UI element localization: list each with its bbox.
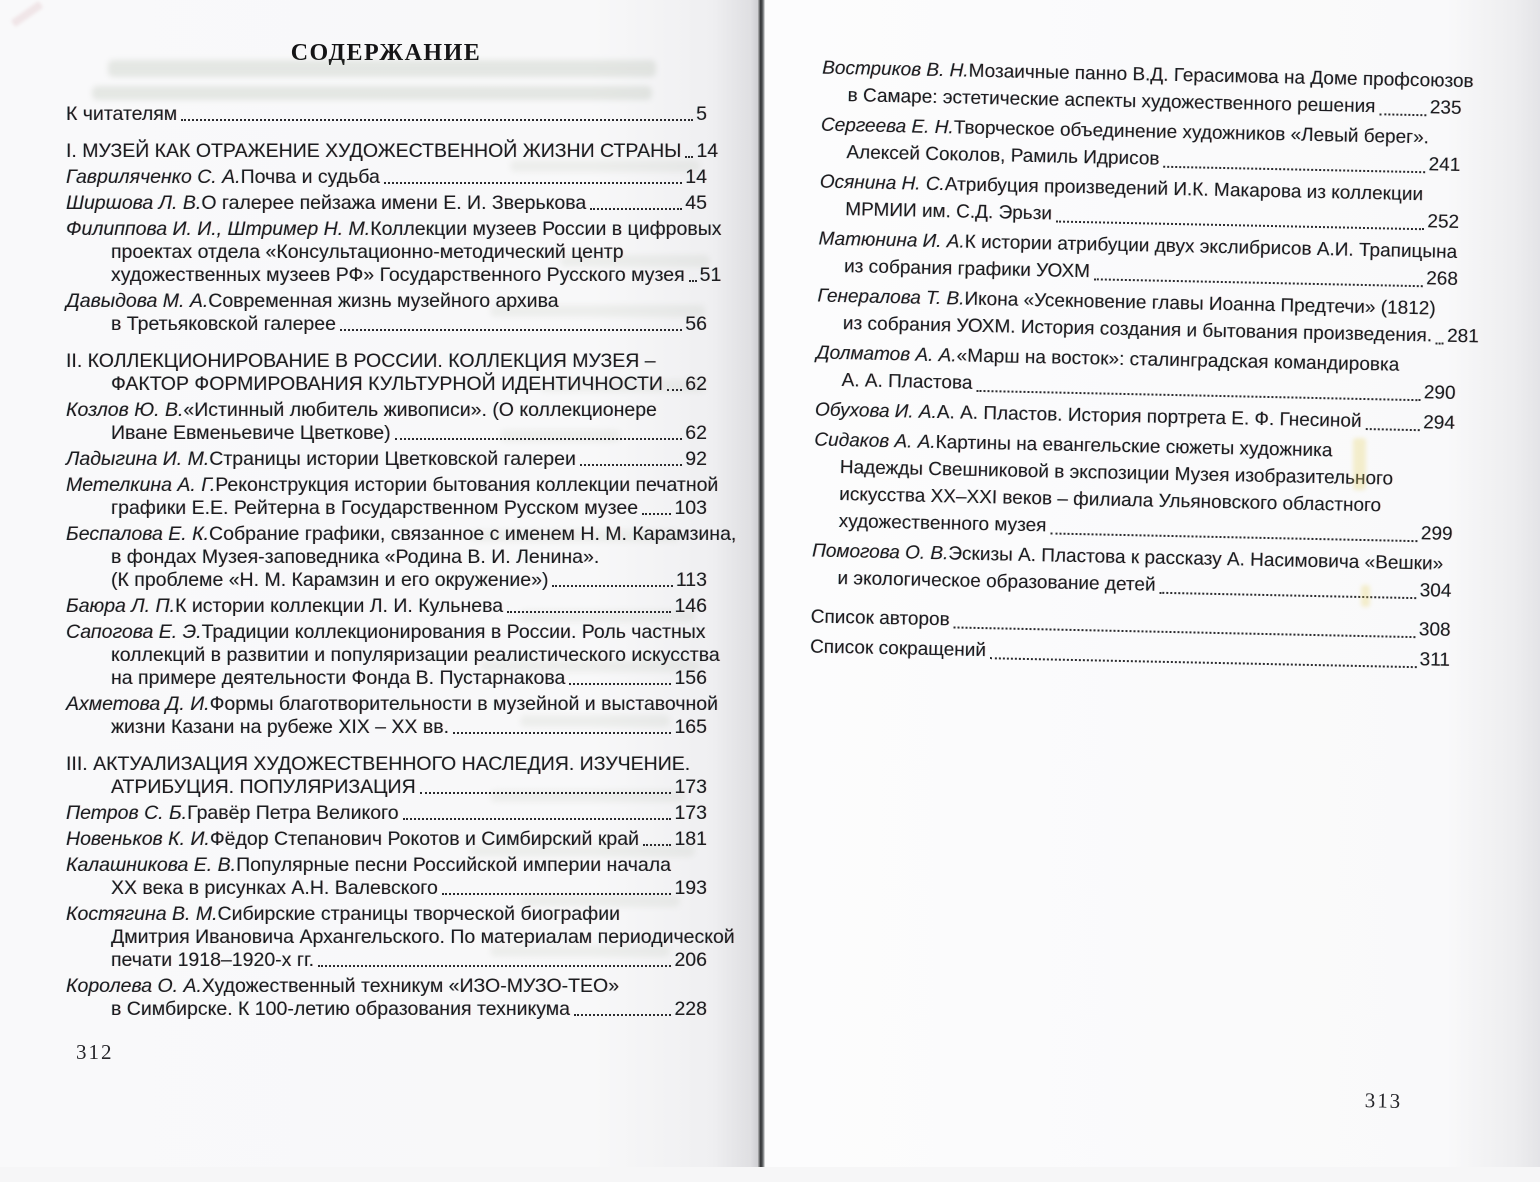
toc-entry-page-number: 281 — [1446, 325, 1480, 348]
toc-line — [66, 497, 707, 520]
toc-entry-page-number: 299 — [1420, 523, 1453, 545]
toc-text: Икона «Усекновение главы Иоанна Предтечи» (1812) — [964, 288, 1436, 320]
toc-text: Сибирские страницы творческой биографии — [217, 903, 620, 925]
toc-text: Фёдор Степанович Рокотов и Симбирский край — [209, 828, 639, 850]
toc-section-heading — [66, 140, 719, 163]
toc-entry-page-number: 173 — [674, 802, 707, 824]
toc-entry-page-number: 156 — [674, 667, 707, 689]
toc-line — [66, 802, 707, 825]
toc-author: Ахметова Д. И. — [66, 693, 210, 715]
dot-leader — [1365, 428, 1420, 431]
dot-leader — [1379, 113, 1426, 116]
dot-leader — [689, 280, 697, 282]
toc-text: Гравёр Петра Великого — [187, 802, 399, 824]
toc-author: Помогова О. В. — [811, 540, 949, 565]
toc-author: Метелкина А. Г. — [66, 474, 216, 496]
toc-text: ФАКТОР ФОРМИРОВАНИЯ КУЛЬТУРНОЙ ИДЕНТИЧНОСТИ — [111, 373, 663, 395]
toc-text: О галерее пейзажа имени Е. И. Зверькова — [201, 192, 587, 214]
toc-line — [66, 218, 722, 241]
toc-text: Собрание графики, связанное с именем Н. М. Карамзина, — [209, 523, 737, 545]
toc-line — [66, 166, 707, 189]
toc-text: «Истинный любитель живописи». (О коллекционере — [183, 399, 657, 421]
toc-line — [66, 716, 707, 739]
toc-line — [66, 903, 707, 926]
left-page-number: 312 — [76, 1040, 114, 1064]
toc-entry — [66, 523, 737, 592]
toc-text: печати 1918–1920-х гг. — [111, 949, 315, 971]
toc-entry — [66, 218, 722, 287]
toc-entry — [66, 621, 720, 690]
toc-author: Гавриляченко С. А. — [66, 166, 241, 188]
dot-leader — [574, 1014, 671, 1016]
toc-text: МРМИИ им. С.Д. Эрьзи — [845, 199, 1053, 225]
toc-text: Дмитрия Ивановича Архангельского. По материалам периодической — [111, 926, 735, 948]
toc-line — [66, 290, 707, 313]
toc-text: Почва и судьба — [240, 166, 380, 188]
toc-author: Беспалова Е. К. — [66, 523, 210, 545]
toc-entry — [66, 192, 707, 215]
toc-line — [66, 693, 719, 716]
toc-entry-page-number: 62 — [685, 422, 707, 444]
toc-entry — [815, 340, 1456, 407]
toc-line — [66, 828, 707, 851]
toc-entry — [66, 693, 719, 739]
dot-leader — [420, 792, 672, 794]
pencil-mark-artifact — [11, 1, 43, 27]
toc-text: коллекций в развитии и популяризации реалистического искусства — [111, 644, 720, 666]
left-page — [0, 0, 758, 1167]
dot-leader — [590, 208, 682, 210]
toc-line — [66, 621, 707, 644]
toc-entry — [66, 595, 707, 618]
toc-author: Сергеева Е. Н. — [820, 114, 954, 139]
toc-entry — [818, 226, 1459, 293]
toc-entry-page-number: 304 — [1419, 580, 1452, 602]
toc-line — [66, 103, 707, 126]
toc-text: на примере деятельности Фонда В. Пустарнакова — [111, 667, 566, 689]
toc-text: Творческое объединение художников «Левый берег». — [953, 117, 1430, 149]
toc-line — [66, 546, 707, 569]
toc-line — [66, 667, 707, 690]
dot-leader — [1094, 278, 1423, 287]
toc-entry — [66, 399, 707, 445]
toc-entry — [812, 426, 1454, 547]
toc-text: Коллекции музеев России в цифровых — [370, 218, 722, 240]
toc-entry-page-number: 113 — [675, 569, 707, 591]
toc-entry-page-number: 206 — [674, 949, 707, 971]
toc-entry — [66, 166, 707, 189]
toc-text: «Марш на восток»: сталинградская командировка — [956, 345, 1400, 376]
dot-leader — [318, 965, 671, 967]
toc-text: АТРИБУЦИЯ. ПОПУЛЯРИЗАЦИЯ — [111, 776, 416, 798]
dot-leader — [642, 513, 671, 515]
toc-author: Баюра Л. П. — [66, 595, 176, 617]
toc-section-line — [66, 140, 719, 163]
toc-entry — [817, 283, 1480, 350]
toc-text: художественного музея — [838, 511, 1047, 537]
dot-leader — [442, 893, 672, 895]
toc-text: Атрибуция произведений И.К. Макарова из коллекции — [944, 174, 1424, 206]
toc-text: Художественный техникум «ИЗО-МУЗО-ТЕО» — [201, 975, 620, 997]
toc-entry-page-number: 235 — [1429, 97, 1462, 119]
toc-text: графики Е.Е. Рейтерна в Государственном Русском музее — [111, 497, 639, 519]
toc-text: А. А. Пластов. История портрета Е. Ф. Гнесиной — [936, 402, 1362, 432]
toc-text: II. КОЛЛЕКЦИОНИРОВАНИЕ В РОССИИ. КОЛЛЕКЦИЯ МУЗЕЯ – — [66, 350, 656, 372]
toc-line — [66, 523, 737, 546]
toc-author: Сидаков А. А. — [814, 429, 936, 454]
toc-section-heading — [66, 350, 707, 396]
toc-entry-page-number: 146 — [674, 595, 707, 617]
toc-text: Формы благотворительности в музейной и выставочной — [209, 693, 719, 715]
toc-text: Картины на евангельские сюжеты художника — [935, 432, 1333, 462]
toc-entry — [66, 474, 719, 520]
toc-entry-page-number: 45 — [685, 192, 707, 214]
toc-text: Список авторов — [810, 606, 950, 631]
toc-entry-page-number: 311 — [1419, 649, 1451, 671]
toc-text: I. МУЗЕЙ КАК ОТРАЖЕНИЕ ХУДОЖЕСТВЕННОЙ ЖИЗНИ СТРАНЫ — [66, 140, 682, 162]
toc-text: Популярные песни Российской империи начала — [236, 854, 671, 876]
toc-entry-page-number: 241 — [1428, 154, 1461, 176]
toc-section-heading — [66, 753, 707, 799]
toc-text: Список сокращений — [809, 636, 987, 662]
toc-text: Мозаичные панно В.Д. Герасимова на Доме профсоюзов — [968, 60, 1474, 93]
toc-entry-page-number: 252 — [1427, 211, 1460, 233]
dot-leader — [643, 844, 671, 846]
toc-text: в Третьяковской галерее — [111, 313, 336, 335]
toc-line — [66, 877, 707, 900]
toc-author: Козлов Ю. В. — [66, 399, 184, 421]
dot-leader — [384, 182, 682, 184]
toc-author: Ладыгина И. М. — [66, 448, 210, 470]
dot-leader — [403, 818, 672, 820]
toc-text: Реконструкция истории бытования коллекции печатной — [215, 474, 719, 496]
toc-author: Филиппова И. И., Штример Н. М. — [66, 218, 371, 240]
dot-leader — [990, 657, 1417, 668]
toc-entry-page-number: 14 — [696, 140, 719, 162]
toc-entry-page-number: 181 — [674, 828, 707, 850]
toc-entry-page-number: 290 — [1423, 382, 1456, 404]
toc-text: художественных музеев РФ» Государственного Русского музея — [111, 264, 685, 286]
toc-entry-page-number: 5 — [696, 103, 707, 125]
dot-leader — [181, 119, 693, 121]
toc-author: Королева О. А. — [66, 975, 202, 997]
toc-entry — [66, 975, 707, 1021]
toc-line — [66, 595, 707, 618]
toc-entry — [819, 169, 1460, 236]
toc-section-line — [66, 753, 707, 776]
dot-leader — [340, 329, 682, 331]
toc-author: Долматов А. А. — [816, 342, 957, 367]
toc-text: (К проблеме «Н. М. Карамзин и его окружение») — [111, 569, 549, 591]
page-title: СОДЕРЖАНИЕ — [290, 40, 482, 66]
dot-leader — [569, 683, 671, 685]
toc-author: Матюнина И. А. — [818, 228, 965, 253]
toc-text: К истории коллекции Л. И. Кульнева — [175, 595, 504, 617]
toc-line — [66, 949, 707, 972]
toc-entry-page-number: 173 — [674, 776, 707, 798]
toc-line — [66, 854, 707, 877]
toc-section-line — [66, 776, 707, 799]
toc-author: Давыдова М. А. — [66, 290, 209, 312]
toc-text: Иване Евменьевиче Цветкове) — [111, 422, 391, 444]
toc-text: Традиции коллекционирования в России. Роль частных — [201, 621, 706, 643]
right-page-content — [741, 0, 1540, 1182]
toc-line — [66, 399, 707, 422]
toc-author: Сапогова Е. Э. — [66, 621, 202, 643]
toc-entry — [66, 854, 707, 900]
toc-text: Алексей Соколов, Рамиль Идрисов — [846, 142, 1160, 170]
toc-line — [66, 264, 722, 287]
toc-entry — [66, 828, 707, 851]
toc-author: Генералова Т. В. — [817, 285, 965, 310]
toc-right-column — [809, 55, 1480, 677]
toc-text: Эскизы А. Пластова к рассказу А. Насимовича «Вешки» — [948, 543, 1444, 575]
toc-text: проектах отдела «Консультационно-методический центр — [111, 241, 624, 263]
toc-entry — [66, 448, 707, 471]
toc-author: Обухова И. А. — [814, 399, 938, 424]
toc-section-line — [66, 373, 707, 396]
toc-author: Новеньков К. И. — [66, 828, 210, 850]
dot-leader — [1159, 592, 1416, 599]
dot-leader — [580, 464, 682, 466]
toc-entry-page-number: 294 — [1422, 412, 1456, 434]
toc-text: жизни Казани на рубеже XIX – XX вв. — [111, 716, 449, 738]
toc-author: Калашникова Е. В. — [66, 854, 237, 876]
toc-text: К читателям — [66, 103, 178, 125]
dot-leader — [1163, 166, 1425, 173]
toc-line — [66, 313, 707, 336]
toc-line — [66, 926, 735, 949]
toc-entry-page-number: 103 — [674, 497, 707, 519]
toc-text: искусства XX–XXI веков – филиала Ульяновского областного — [839, 484, 1382, 517]
toc-text: XX века в рисунках А.Н. Валевского — [111, 877, 438, 899]
toc-text: А. А. Пластова — [841, 370, 973, 394]
toc-text: в фондах Музея-заповедника «Родина В. И. Ленина». — [111, 546, 600, 568]
toc-line — [66, 241, 707, 264]
toc-entry — [820, 112, 1461, 179]
toc-entry — [66, 802, 707, 825]
toc-author: Востриков В. Н. — [821, 57, 969, 82]
toc-section-line — [66, 350, 707, 373]
toc-entry-page-number: 92 — [685, 448, 707, 470]
toc-entry-page-number: 51 — [699, 264, 722, 286]
toc-text: в Самаре: эстетические аспекты художественного решения — [847, 85, 1376, 118]
toc-line — [66, 975, 707, 998]
dot-leader — [1436, 342, 1444, 344]
dot-leader — [685, 156, 693, 158]
right-page — [765, 0, 1540, 1167]
toc-entry-page-number: 165 — [674, 716, 707, 738]
toc-entry-page-number: 14 — [685, 166, 707, 188]
toc-entry — [66, 903, 735, 972]
dot-leader — [1050, 532, 1417, 542]
toc-text: Современная жизнь музейного архива — [208, 290, 559, 312]
toc-entry-page-number: 228 — [674, 998, 707, 1020]
toc-text: и экологическое образование детей — [837, 568, 1156, 596]
toc-entry-page-number: 193 — [674, 877, 707, 899]
toc-entry — [811, 537, 1452, 604]
toc-left-column — [66, 103, 737, 1024]
dot-leader — [453, 732, 671, 734]
toc-line — [66, 192, 707, 215]
dot-leader — [954, 626, 1416, 638]
dot-leader — [507, 611, 671, 613]
toc-text: в Симбирске. К 100-летию образования техникума — [111, 998, 571, 1020]
dot-leader — [552, 585, 672, 587]
toc-author: Петров С. Б. — [66, 802, 188, 824]
toc-text: Страницы истории Цветковской галереи — [209, 448, 576, 470]
toc-line — [66, 644, 720, 667]
dot-leader — [395, 438, 683, 440]
toc-line — [66, 474, 719, 497]
dot-leader — [667, 389, 682, 391]
toc-entry-page-number: 62 — [685, 373, 707, 395]
toc-author: Ширшова Л. В. — [66, 192, 202, 214]
toc-author: Костягина В. М. — [66, 903, 218, 925]
toc-entry — [66, 103, 707, 126]
toc-text: из собрания УОХМ. История создания и бытования произведения. — [842, 313, 1433, 347]
toc-line — [66, 569, 707, 592]
dot-leader — [976, 390, 1420, 401]
dot-leader — [1056, 221, 1424, 231]
toc-entry-page-number: 308 — [1418, 619, 1451, 641]
toc-entry-page-number: 268 — [1426, 268, 1459, 290]
toc-text: К истории атрибуции двух экслибрисов А.И. Трапицына — [964, 231, 1458, 263]
toc-entry-page-number: 56 — [685, 313, 707, 335]
toc-author: Осянина Н. С. — [819, 171, 946, 196]
toc-text: из собрания графики УОХМ — [843, 256, 1091, 283]
toc-line — [66, 998, 707, 1021]
toc-text: III. АКТУАЛИЗАЦИЯ ХУДОЖЕСТВЕННОГО НАСЛЕДИЯ. ИЗУЧЕНИЕ. — [66, 753, 691, 775]
toc-text: Надежды Свешниковой в экспозиции Музея изобразительного — [839, 457, 1394, 490]
toc-entry — [66, 290, 707, 336]
bleed-through-artifact — [92, 86, 652, 100]
toc-entry — [821, 55, 1474, 122]
toc-line — [66, 422, 707, 445]
toc-line — [66, 448, 707, 471]
right-page-number: 313 — [1364, 1088, 1403, 1113]
